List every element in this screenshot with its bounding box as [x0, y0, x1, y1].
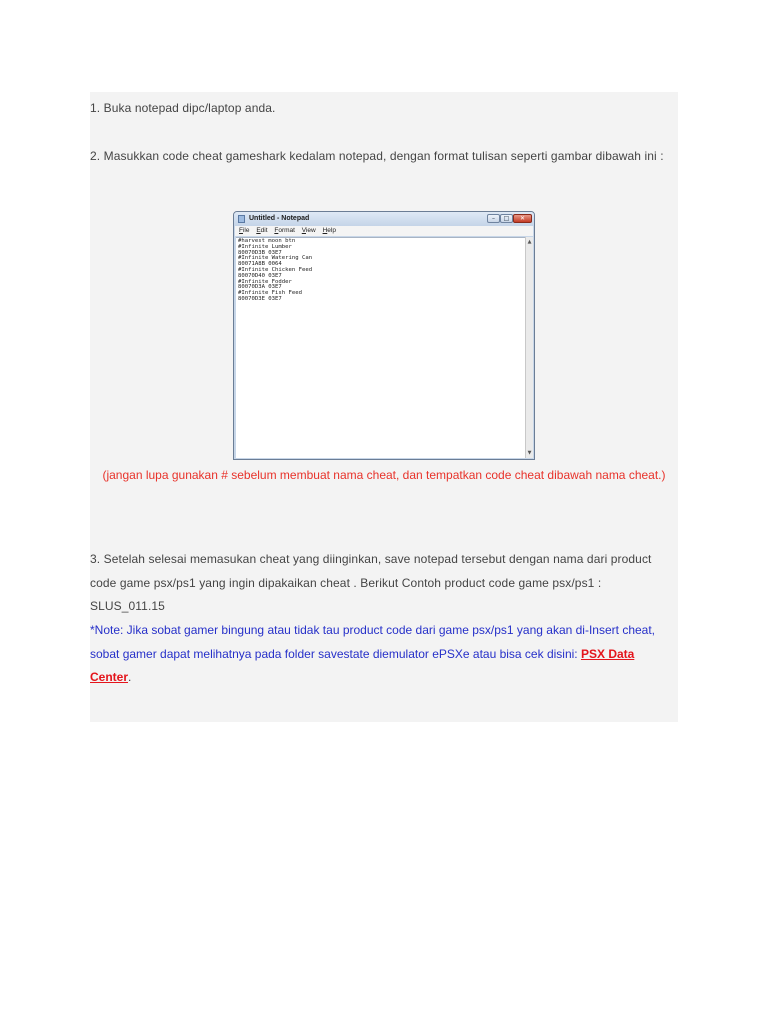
notepad-scrollbar: [525, 237, 533, 458]
step-1-text: 1. Buka notepad dipc/laptop anda.: [90, 101, 276, 115]
notepad-title: Untitled - Notepad: [249, 215, 310, 222]
notepad-menubar: [235, 226, 533, 236]
notepad-line: 80070D40 03E7: [238, 272, 282, 279]
notepad-app-icon: [238, 215, 245, 223]
notepad-line: #harvest moon btn: [238, 238, 296, 244]
notepad-line: 80071A8B 0064: [238, 261, 282, 268]
minimize-icon: –: [487, 214, 500, 223]
notepad-screenshot: [233, 211, 535, 460]
hash-reminder-note: (jangan lupa gunakan # sebelum membuat nama cheat, dan tempatkan code cheat dibawah nama cheat.): [102, 468, 666, 482]
notepad-line: #Infinite Fish Feed: [238, 290, 302, 297]
notepad-line: 80070D3E 03E7: [238, 295, 282, 302]
product-code-note-text: *Note: Jika sobat gamer bingung atau tidak tau product code dari game psx/ps1 yang akan di-Insert cheat, sobat gamer dapat melihatnya pada folder savestate diemulator ePSXe atau bisa cek disini:: [90, 623, 656, 661]
note-end-period: .: [128, 670, 132, 684]
menu-view: View: [301, 227, 316, 234]
scroll-down-arrow-icon: ▼: [527, 450, 532, 456]
menu-edit: Edit: [256, 227, 268, 234]
notepad-line: #Infinite Watering Can: [238, 255, 313, 262]
product-code-note: [90, 619, 675, 690]
scroll-up-arrow-icon: ▲: [527, 239, 532, 245]
step-3-text: 3. Setelah selesai memasukan cheat yang diinginkan, save notepad tersebut dengan nama dari product code game psx/ps1 yang ingin dipakaikan cheat . Berikut Contoh product code game psx/ps1 : SLUS_011.15: [90, 552, 652, 613]
notepad-line: #Infinite Lumber: [238, 243, 292, 250]
notepad-line: 80070D3A 03E7: [238, 284, 282, 291]
menu-help: Help: [322, 227, 336, 234]
notepad-titlebar: [234, 212, 534, 226]
menu-format: Format: [274, 227, 295, 234]
notepad-line: #Infinite Fodder: [238, 278, 292, 285]
menu-file: File: [239, 227, 250, 234]
notepad-line: #Infinite Chicken Feed: [238, 266, 313, 273]
psx-data-center-link[interactable]: PSX Data Center: [90, 646, 635, 684]
step-2-text: 2. Masukkan code cheat gameshark kedalam notepad, dengan format tulisan seperti gambar dibawah ini :: [90, 149, 664, 163]
maximize-icon: □: [500, 214, 513, 223]
notepad-line: 80070D3B 03E7: [238, 249, 282, 256]
notepad-text-area: [236, 237, 525, 458]
close-icon: ✕: [513, 214, 532, 223]
